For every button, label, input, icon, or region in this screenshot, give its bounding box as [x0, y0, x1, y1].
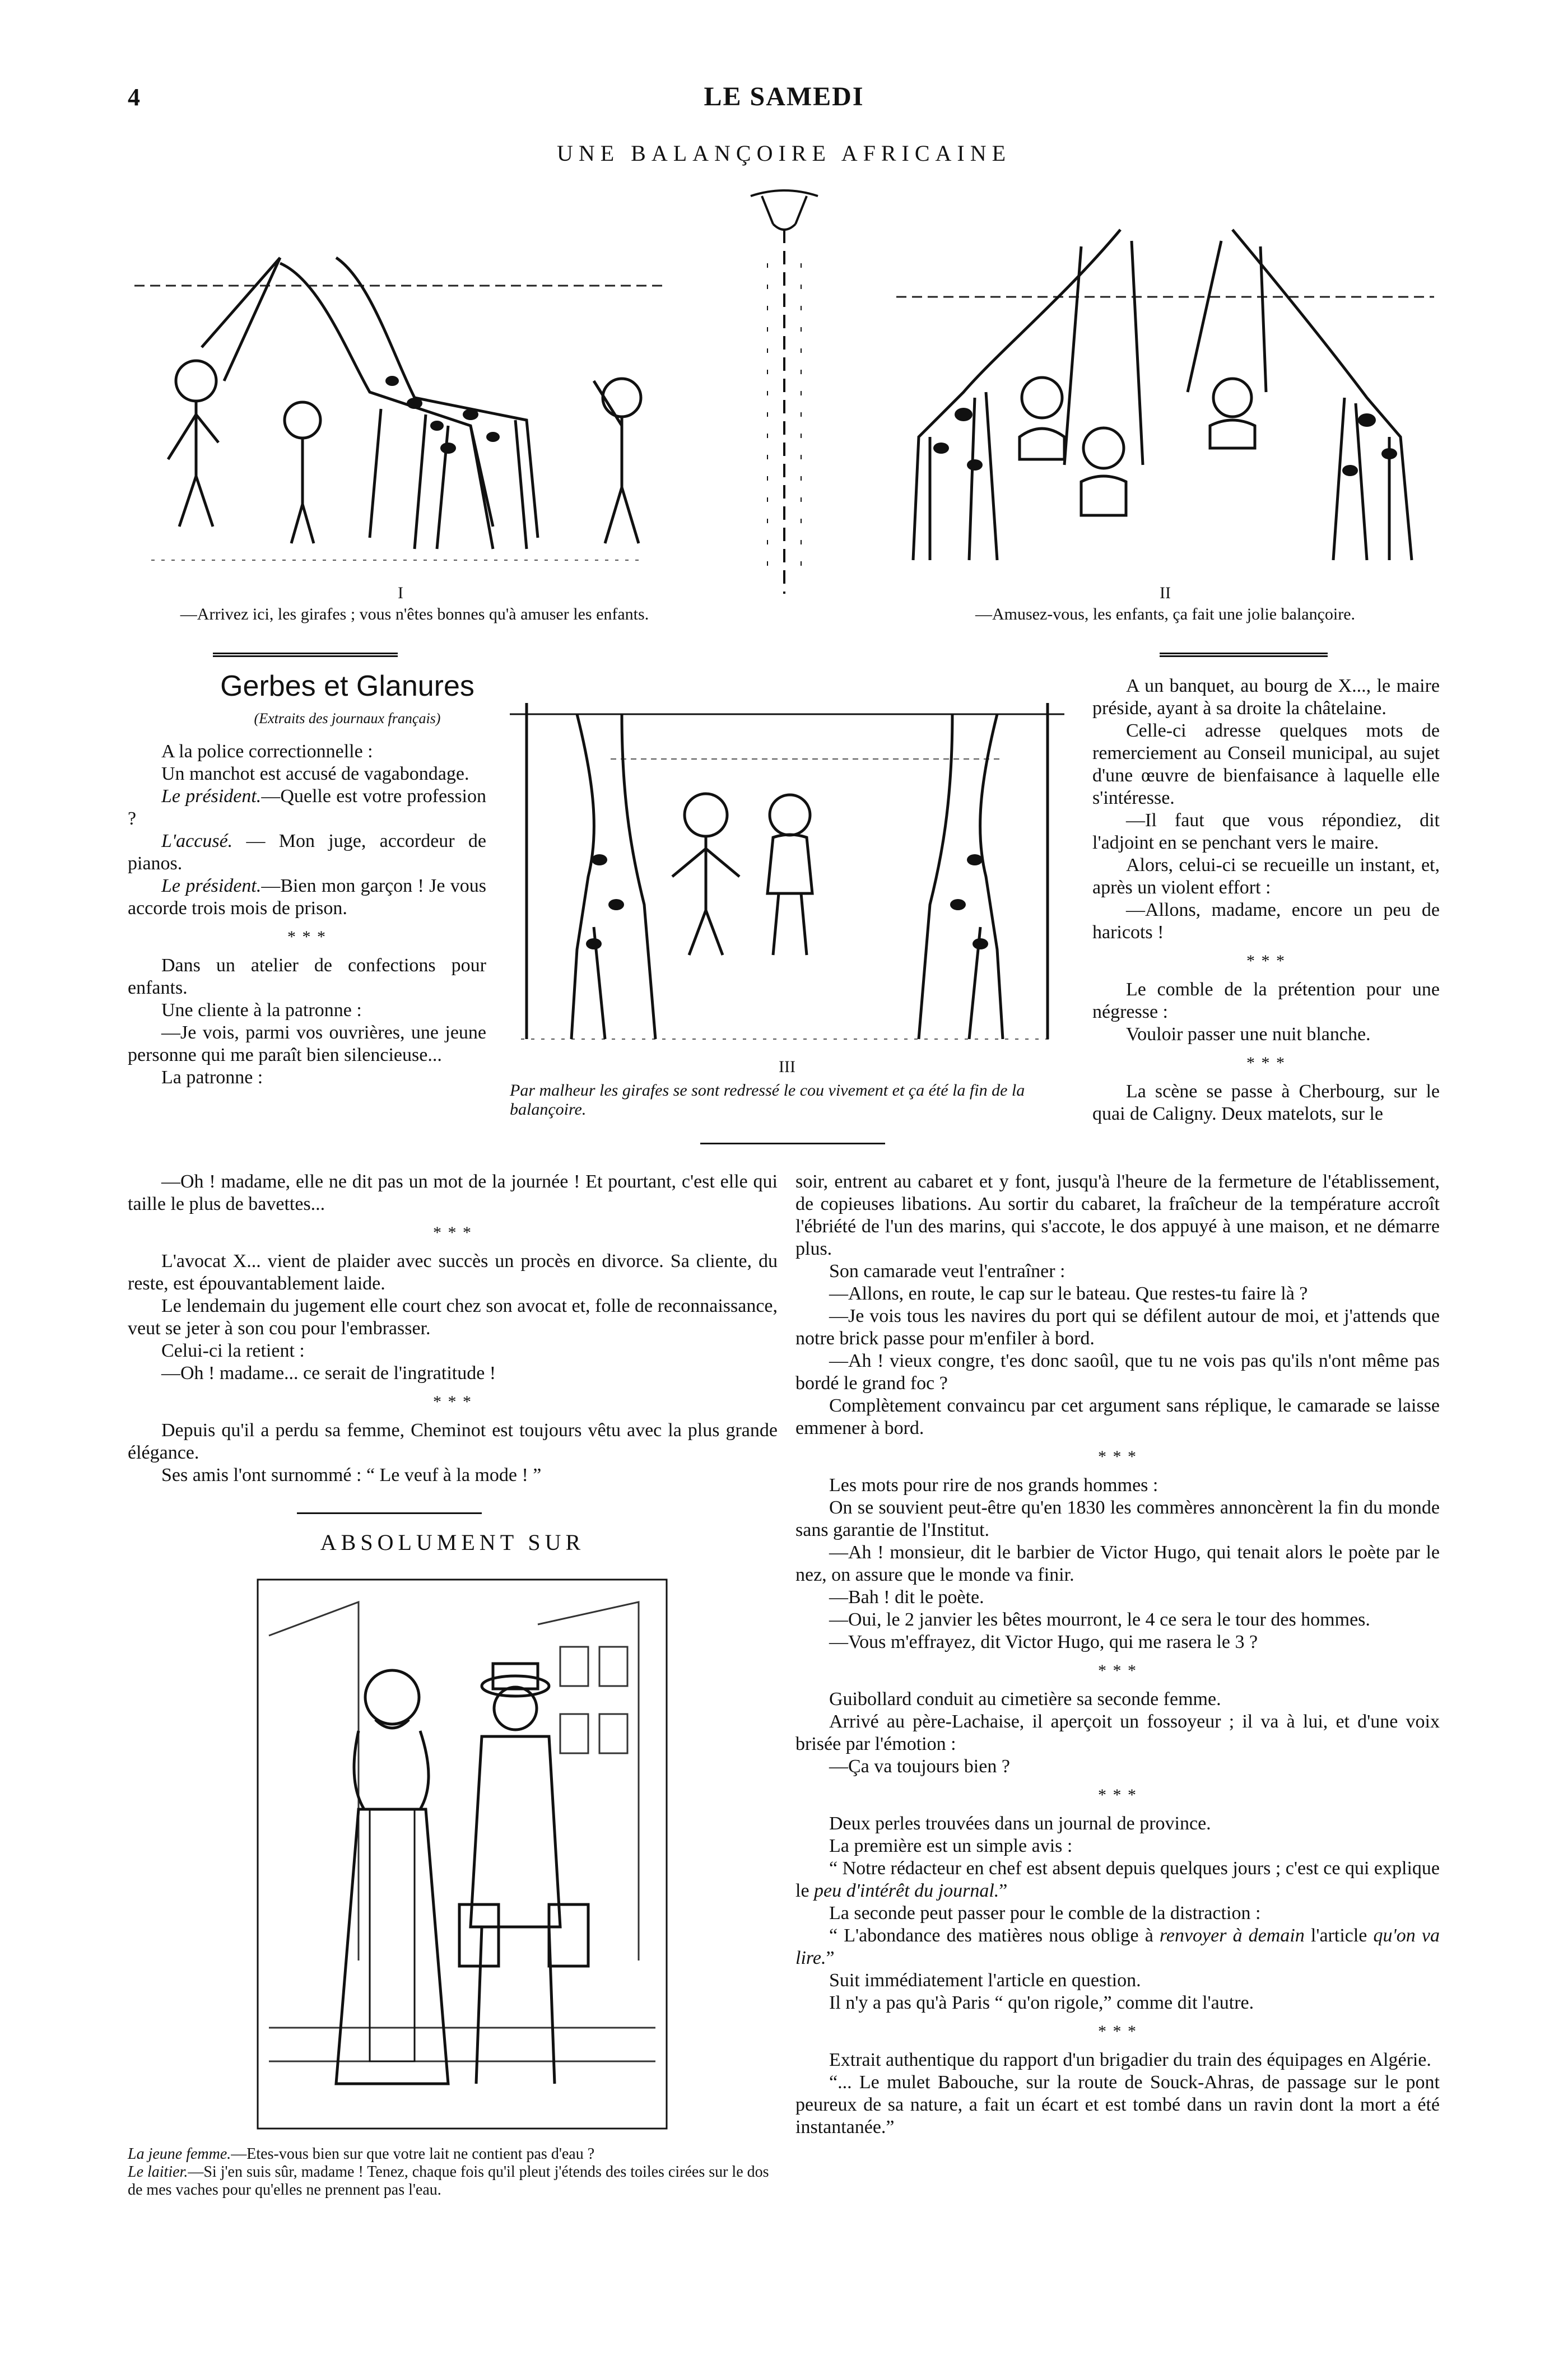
paragraph: Celle-ci adresse quelques mots de remerciement au Conseil municipal, au sujet d'une œuvre de bienfaisance à laquelle elle s'intéresse. — [1092, 720, 1440, 808]
paragraph: Une cliente à la patronne : — [161, 1000, 362, 1021]
paragraph: —Ça va toujours bien ? — [829, 1756, 1010, 1777]
illustration-panel-1 — [134, 213, 667, 583]
right-column-wide — [795, 1171, 1440, 2139]
paragraph: —Oh ! madame, elle ne dit pas un mot de la journée ! Et pourtant, c'est elle qui taille le plus de bavettes... — [128, 1171, 778, 1214]
paragraph-italic: peu d'intérêt du journal. — [814, 1880, 999, 1901]
paragraph-text: —Quelle est votre profession ? — [128, 786, 486, 829]
right-column-top — [1092, 675, 1440, 1125]
paragraph: Il n'y a pas qu'à Paris “ qu'on rigole,” comme dit l'autre. — [829, 1992, 1254, 2013]
speaker-label: Le président. — [161, 786, 262, 807]
paragraph: Depuis qu'il a perdu sa femme, Cheminot est toujours vêtu avec la plus grande élégance. — [128, 1420, 778, 1463]
paragraph: La patronne : — [161, 1067, 263, 1088]
section-separator-stars: * * * — [1246, 952, 1286, 970]
paragraph: —Bah ! dit le poète. — [829, 1587, 984, 1608]
paragraph — [128, 875, 486, 920]
separator-rule — [1160, 655, 1328, 657]
paragraph-text: ” — [826, 1948, 835, 1968]
paragraph: Son camarade veut l'entraîner : — [829, 1261, 1066, 1282]
section-separator-stars: * * * — [433, 1223, 472, 1242]
paragraph: soir, entrent au cabaret et y font, jusqu'à l'heure de la fermeture de l'établissement, de copieuses libations. Au sortir du cabaret, la fraîcheur de la température accroît l'ébriété de l'un des marins, qui s'accote, le dos appuyé à une maison, et ne démarre plus. — [795, 1171, 1440, 1259]
section-separator-stars: * * * — [1098, 1661, 1137, 1680]
caption-1: —Arrivez ici, les girafes ; vous n'êtes bonnes qu'à amuser les enfants. — [180, 605, 649, 623]
illustration-panel-2 — [896, 213, 1434, 583]
paragraph-text: l'article — [1304, 1925, 1374, 1946]
section-separator-stars: * * * — [287, 928, 327, 946]
section-separator-stars: * * * — [1098, 1447, 1137, 1466]
gerbes-column-top — [128, 741, 486, 1089]
paragraph: A un banquet, au bourg de X..., le maire préside, ayant à sa droite la châtelaine. — [1092, 676, 1440, 719]
paragraph: Ses amis l'ont surnommé : “ Le veuf à la mode ! ” — [161, 1465, 542, 1485]
caption-2: —Amusez-vous, les enfants, ça fait une jolie balançoire. — [975, 605, 1356, 623]
paragraph: “... Le mulet Babouche, sur la route de Souck-Ahras, de passage sur le pont peureux de sa nature, a fait un écart et est tombé dans un ravin dont la mort a été instantanée.” — [795, 2072, 1440, 2138]
caption-text: —Si j'en suis sûr, madame ! Tenez, chaque fois qu'il pleut j'étends des toiles cirées sur le dos de mes vaches pour qu'elles ne prennent pas l'eau. — [128, 2163, 769, 2199]
paragraph: Le comble de la prétention pour une négresse : — [1092, 979, 1440, 1022]
speaker-label: Le président. — [161, 876, 262, 896]
paragraph — [128, 785, 486, 830]
section-separator-stars: * * * — [433, 1393, 472, 1411]
paragraph: —Ah ! monsieur, dit le barbier de Victor Hugo, qui tenait alors le poète par le nez, on assure que le monde va finir. — [795, 1542, 1440, 1585]
paragraph: —Je vois tous les navires du port qui se défilent autour de moi, et j'attends que notre brick passe pour m'enfiler à bord. — [795, 1306, 1440, 1349]
paragraph: Le lendemain du jugement elle court chez son avocat et, folle de reconnaissance, veut se jeter à son cou pour l'embrasser. — [128, 1296, 778, 1339]
section-separator-stars: * * * — [1098, 2022, 1137, 2041]
caption-milkman — [128, 2145, 778, 2199]
paragraph: —Ah ! vieux congre, t'es donc saoûl, que tu ne vois pas qu'ils n'ont même pas bordé le grand foc ? — [795, 1351, 1440, 1394]
paragraph: Complètement convaincu par cet argument sans réplique, le camarade se laisse emmener à bord. — [795, 1395, 1440, 1438]
paragraph: La première est un simple avis : — [829, 1836, 1073, 1856]
illustration-milkman — [246, 1568, 678, 2134]
paragraph: Vouloir passer une nuit blanche. — [1126, 1024, 1371, 1045]
page-number: 4 — [128, 83, 140, 111]
swing-title: UNE BALANÇOIRE AFRICAINE — [556, 141, 1012, 166]
paragraph: Alors, celui-ci se recueille un instant, et, après un violent effort : — [1092, 855, 1440, 898]
caption-3: Par malheur les girafes se sont redressé le cou vivement et ça été la fin de la balançoire. — [510, 1081, 1025, 1119]
paragraph: —Allons, madame, encore un peu de haricots ! — [1092, 900, 1440, 943]
paragraph: Deux perles trouvées dans un journal de province. — [829, 1813, 1211, 1834]
section-separator-stars: * * * — [1246, 1054, 1286, 1072]
paragraph: —Oui, le 2 janvier les bêtes mourront, le 4 ce sera le tour des hommes. — [829, 1609, 1370, 1630]
paragraph: La scène se passe à Cherbourg, sur le quai de Caligny. Deux matelots, sur le — [1092, 1081, 1440, 1124]
separator-rule — [1160, 653, 1328, 654]
paragraph: —Vous m'effrayez, dit Victor Hugo, qui me rasera le 3 ? — [829, 1632, 1258, 1652]
caption-line — [128, 2163, 778, 2199]
journal-title: LE SAMEDI — [704, 82, 864, 111]
paragraph: —Il faut que vous répondiez, dit l'adjoint en se penchant vers le maire. — [1092, 810, 1440, 853]
paragraph: Un manchot est accusé de vagabondage. — [161, 763, 469, 784]
paragraph: —Oh ! madame... ce serait de l'ingratitude ! — [161, 1363, 496, 1384]
paragraph-text: —Bien mon garçon ! Je vous accorde trois mois de prison. — [128, 876, 486, 919]
paragraph-italic: qu'on va lire. — [795, 1925, 1440, 1968]
caption-1-number: I — [398, 584, 403, 602]
caption-text: —Etes-vous bien sur que votre lait ne contient pas d'eau ? — [231, 2145, 595, 2163]
paragraph: Guibollard conduit au cimetière sa seconde femme. — [829, 1689, 1221, 1710]
paragraph — [795, 1857, 1440, 1902]
speaker-label: L'accusé. — [161, 831, 233, 851]
illustration-panel-3 — [510, 692, 1064, 1056]
paragraph — [128, 830, 486, 875]
paragraph: Extrait authentique du rapport d'un brigadier du train des équipages en Algérie. — [829, 2050, 1431, 2070]
separator-rule — [213, 653, 398, 654]
gerbes-column-wide — [128, 1171, 778, 1487]
paragraph-text: — Mon juge, accordeur de pianos. — [128, 831, 486, 874]
paragraph-text: ” — [999, 1880, 1008, 1901]
paragraph: —Allons, en route, le cap sur le bateau. Que restes-tu faire là ? — [829, 1283, 1308, 1304]
illustration-ornament — [728, 179, 840, 605]
paragraph: Arrivé au père-Lachaise, il aperçoit un fossoyeur ; il va à lui, et d'une voix brisée par l'émotion : — [795, 1711, 1440, 1754]
caption-2-number: II — [1160, 584, 1171, 602]
section-separator-stars: * * * — [1098, 1786, 1137, 1804]
separator-rule — [700, 1143, 885, 1144]
paragraph: On se souvient peut-être qu'en 1830 les commères annoncèrent la fin du monde sans garantie de l'Institut. — [795, 1497, 1440, 1540]
speaker-label: Le laitier. — [128, 2163, 188, 2181]
paragraph: Celui-ci la retient : — [161, 1340, 305, 1361]
paragraph-text: “ Notre rédacteur en chef est absent depuis quelques jours ; c'est ce qui explique le — [795, 1858, 1440, 1901]
paragraph: L'avocat X... vient de plaider avec succès un procès en divorce. Sa cliente, du reste, est épouvantablement laide. — [128, 1251, 778, 1294]
separator-rule — [297, 1512, 482, 1514]
paragraph: —Je vois, parmi vos ouvrières, une jeune personne qui me paraît bien silencieuse... — [128, 1022, 486, 1065]
section-title-absolument: ABSOLUMENT SUR — [320, 1530, 585, 1555]
paragraph-italic: renvoyer à demain — [1159, 1925, 1305, 1946]
paragraph-text: “ L'abondance des matières nous oblige à — [829, 1925, 1160, 1946]
paragraph: La seconde peut passer pour le comble de la distraction : — [829, 1903, 1261, 1924]
paragraph — [795, 1925, 1440, 1969]
caption-line — [128, 2145, 778, 2163]
paragraph: A la police correctionnelle : — [161, 741, 373, 762]
separator-rule — [213, 655, 398, 657]
speaker-label: La jeune femme. — [128, 2145, 231, 2163]
paragraph: Suit immédiatement l'article en question. — [829, 1970, 1141, 1991]
section-title-gerbes: Gerbes et Glanures — [220, 670, 474, 702]
paragraph: Les mots pour rire de nos grands hommes : — [829, 1475, 1158, 1496]
paragraph: Dans un atelier de confections pour enfants. — [128, 955, 486, 998]
section-subtitle: (Extraits des journaux français) — [254, 710, 441, 727]
caption-3-number: III — [779, 1058, 795, 1076]
